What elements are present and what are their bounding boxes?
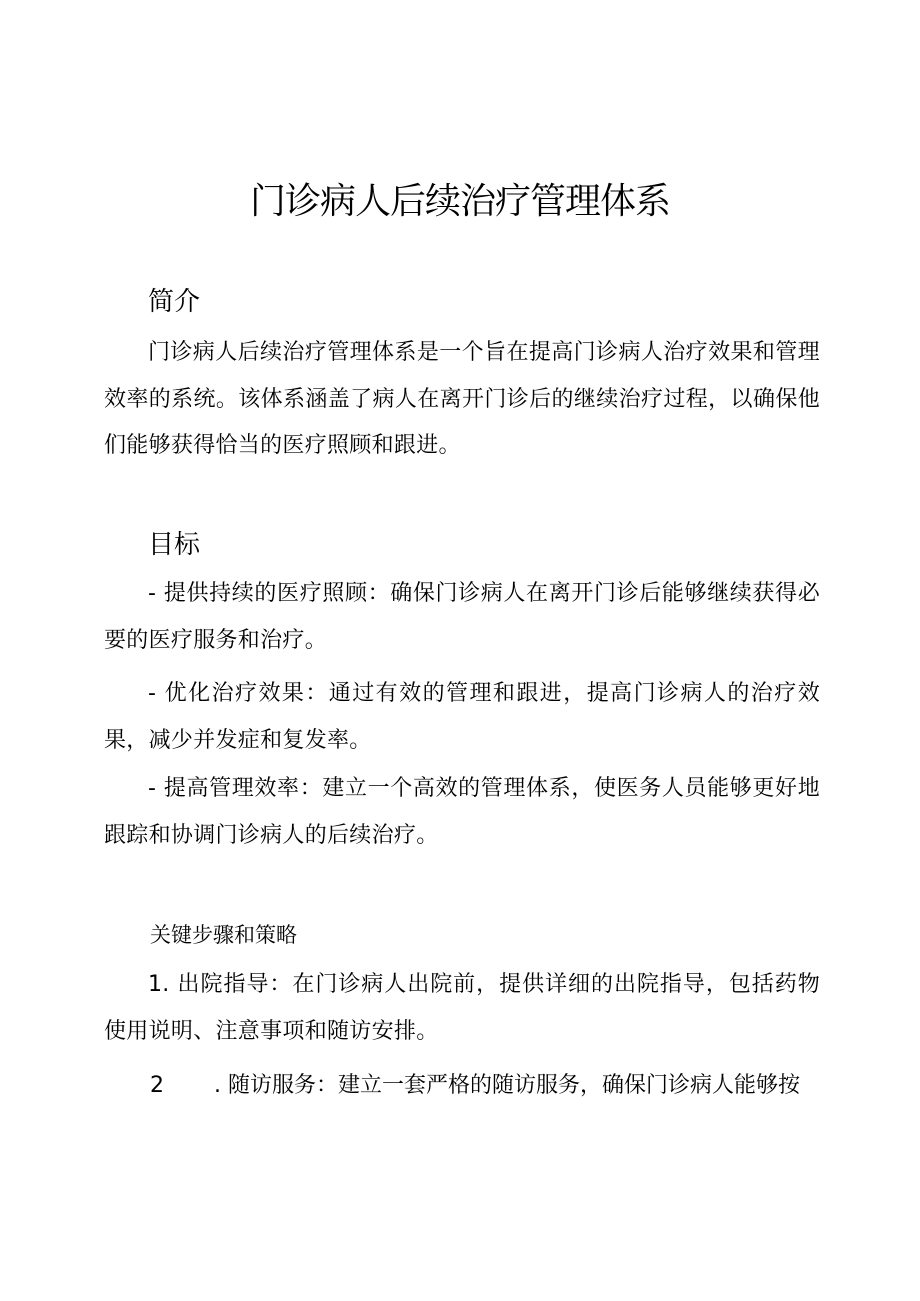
step-item-2-number: 2 <box>150 1073 164 1098</box>
goal-item-1: - 提供持续的医疗照顾：确保门诊病人在离开门诊后能够继续获得必要的医疗服务和治疗。 <box>104 581 820 653</box>
step-item-1: 1. 出院指导：在门诊病人出院前，提供详细的出院指导，包括药物使用说明、注意事项和随访安排。 <box>104 972 820 1044</box>
step-item-2-text: . 随访服务：建立一套严格的随访服务，确保门诊病人能够按 <box>214 1073 800 1098</box>
goal-item-2: - 优化治疗效果：通过有效的管理和跟进，提高门诊病人的治疗效果，减少并发症和复发率。 <box>104 681 820 753</box>
document-title: 门诊病人后续治疗管理体系 <box>249 181 670 222</box>
step-item-2 <box>104 1063 820 1110</box>
intro-paragraph: 门诊病人后续治疗管理体系是一个旨在提高门诊病人治疗效果和管理效率的系统。该体系涵盖了病人在离开门诊后的继续治疗过程，以确保他们能够获得恰当的医疗照顾和跟进。 <box>104 340 820 458</box>
steps-heading: 关键步骤和策略 <box>150 923 297 947</box>
goals-heading: 目标 <box>148 530 201 560</box>
intro-heading: 简介 <box>148 287 201 317</box>
goal-item-3: - 提高管理效率：建立一个高效的管理体系，使医务人员能够更好地跟踪和协调门诊病人的后续治疗。 <box>104 776 820 848</box>
